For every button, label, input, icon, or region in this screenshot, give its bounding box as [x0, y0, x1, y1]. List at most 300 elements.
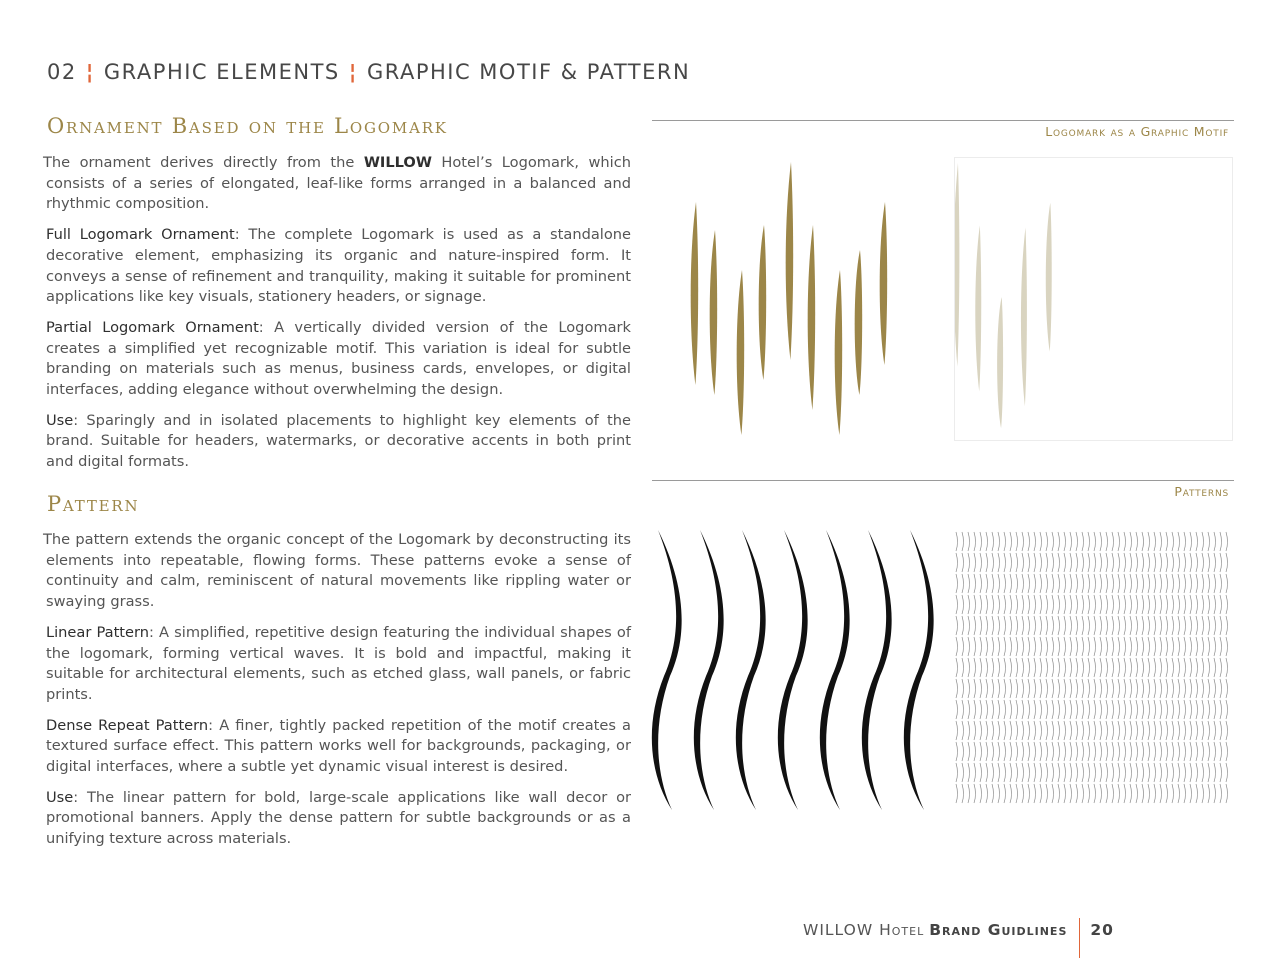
dense-stroke [1226, 658, 1228, 677]
dense-stroke [1178, 763, 1180, 782]
dense-stroke [1046, 784, 1048, 803]
dense-stroke [1130, 616, 1132, 635]
dense-stroke [1220, 616, 1222, 635]
dense-stroke [1034, 637, 1036, 656]
dense-stroke [1106, 763, 1108, 782]
dense-stroke [1148, 679, 1150, 698]
dense-stroke [1076, 784, 1078, 803]
dense-stroke [1004, 679, 1006, 698]
dense-stroke [1172, 616, 1174, 635]
dense-stroke [1040, 637, 1042, 656]
dense-stroke [1130, 637, 1132, 656]
dense-stroke [1046, 763, 1048, 782]
dense-stroke [980, 763, 982, 782]
dense-stroke [1220, 637, 1222, 656]
dense-stroke [1100, 574, 1102, 593]
dense-stroke [1208, 784, 1210, 803]
dense-stroke [1226, 595, 1228, 614]
dense-stroke [1136, 742, 1138, 761]
dense-stroke [1160, 637, 1162, 656]
dense-stroke [1040, 763, 1042, 782]
dense-stroke [962, 658, 964, 677]
dense-stroke [1076, 742, 1078, 761]
dense-stroke [986, 742, 988, 761]
footer-brand: WILLOW [803, 921, 874, 939]
dense-stroke [1004, 763, 1006, 782]
dense-stroke [1172, 784, 1174, 803]
dense-stroke [1172, 553, 1174, 572]
dense-stroke [1064, 763, 1066, 782]
dense-stroke [1202, 658, 1204, 677]
dense-stroke [1178, 742, 1180, 761]
dense-stroke [1136, 763, 1138, 782]
dense-stroke [1070, 532, 1072, 551]
dense-stroke [1106, 784, 1108, 803]
dense-stroke [998, 700, 1000, 719]
dense-stroke [1178, 637, 1180, 656]
dense-stroke [1190, 679, 1192, 698]
dense-stroke [1160, 532, 1162, 551]
dense-stroke [1208, 532, 1210, 551]
dense-stroke [1172, 595, 1174, 614]
dense-stroke [1166, 763, 1168, 782]
dense-stroke [974, 679, 976, 698]
dense-stroke [1196, 784, 1198, 803]
dense-stroke [1010, 616, 1012, 635]
dense-stroke [1202, 637, 1204, 656]
dense-stroke [1160, 553, 1162, 572]
dense-stroke [1160, 574, 1162, 593]
dense-stroke [1094, 532, 1096, 551]
dense-stroke [1076, 679, 1078, 698]
dense-stroke [1004, 532, 1006, 551]
pattern-use-paragraph [46, 788, 631, 850]
dense-stroke [1172, 679, 1174, 698]
dense-stroke [1202, 721, 1204, 740]
dense-stroke [1034, 700, 1036, 719]
dense-stroke [1124, 679, 1126, 698]
dense-stroke [1184, 658, 1186, 677]
dense-stroke [968, 700, 970, 719]
dense-stroke [1196, 637, 1198, 656]
dense-stroke [1028, 763, 1030, 782]
dense-stroke [1088, 679, 1090, 698]
dense-stroke [1178, 721, 1180, 740]
dense-stroke [1010, 742, 1012, 761]
dense-stroke [998, 658, 1000, 677]
dense-stroke [992, 700, 994, 719]
dense-stroke [1046, 574, 1048, 593]
dense-stroke [1016, 637, 1018, 656]
dense-stroke [1088, 721, 1090, 740]
dense-stroke [1154, 721, 1156, 740]
dense-stroke [1064, 784, 1066, 803]
dense-stroke [986, 784, 988, 803]
dense-stroke [1190, 616, 1192, 635]
dense-stroke [1064, 616, 1066, 635]
dense-stroke [1130, 658, 1132, 677]
dense-stroke [1214, 700, 1216, 719]
dense-stroke [1070, 742, 1072, 761]
dense-stroke [1082, 574, 1084, 593]
dense-stroke [1154, 637, 1156, 656]
dense-stroke [1100, 700, 1102, 719]
dense-stroke [1208, 637, 1210, 656]
dense-stroke [1124, 532, 1126, 551]
dense-stroke [1214, 553, 1216, 572]
dense-stroke [992, 574, 994, 593]
dense-stroke [1100, 658, 1102, 677]
dense-stroke [968, 574, 970, 593]
dense-stroke [962, 637, 964, 656]
dense-stroke [1052, 616, 1054, 635]
dense-stroke [1040, 553, 1042, 572]
dense-stroke [1034, 553, 1036, 572]
dense-stroke [1214, 595, 1216, 614]
dense-stroke [974, 595, 976, 614]
dense-stroke [1214, 721, 1216, 740]
dense-stroke [998, 574, 1000, 593]
dense-stroke [1142, 574, 1144, 593]
dense-stroke [956, 532, 958, 551]
dense-stroke [1226, 784, 1228, 803]
dense-stroke [1208, 595, 1210, 614]
dense-stroke [1004, 637, 1006, 656]
dense-stroke [1112, 700, 1114, 719]
dense-stroke [998, 595, 1000, 614]
dense-stroke [1226, 574, 1228, 593]
dense-stroke [962, 616, 964, 635]
dense-stroke [1136, 532, 1138, 551]
dense-stroke [1004, 721, 1006, 740]
leaf-shape [855, 250, 863, 395]
dense-stroke [1136, 553, 1138, 572]
dense-stroke [1082, 658, 1084, 677]
dense-stroke [1220, 784, 1222, 803]
term-label: Full Logomark Ornament [46, 226, 235, 244]
dense-stroke [1052, 532, 1054, 551]
dense-stroke [1112, 763, 1114, 782]
dense-stroke [986, 595, 988, 614]
dense-stroke [974, 700, 976, 719]
page-footer [803, 918, 1114, 942]
dense-stroke [1004, 553, 1006, 572]
dense-stroke [1148, 763, 1150, 782]
leaf-shape [759, 225, 767, 380]
dense-stroke [1214, 574, 1216, 593]
full-logomark-ornament [660, 150, 930, 445]
dense-stroke [1022, 616, 1024, 635]
dense-stroke [956, 574, 958, 593]
dense-stroke [1196, 742, 1198, 761]
dense-stroke [1142, 700, 1144, 719]
dense-stroke [1220, 658, 1222, 677]
dense-stroke [1112, 637, 1114, 656]
dense-stroke [1136, 679, 1138, 698]
dense-stroke [1190, 574, 1192, 593]
dense-stroke [1220, 763, 1222, 782]
dense-stroke [1178, 679, 1180, 698]
dense-stroke [1058, 700, 1060, 719]
patterns-caption: Patterns [1174, 484, 1229, 499]
dense-stroke [1112, 721, 1114, 740]
intro-text: The ornament derives directly from the [43, 154, 364, 171]
dense-repeat-pattern [954, 530, 1234, 810]
dense-stroke [962, 700, 964, 719]
dense-stroke [1064, 658, 1066, 677]
dense-stroke [1118, 784, 1120, 803]
dense-stroke [1022, 595, 1024, 614]
dense-stroke [1010, 679, 1012, 698]
dense-stroke [1166, 784, 1168, 803]
subchapter-title: GRAPHIC MOTIF & PATTERN [366, 60, 691, 84]
dense-stroke [1010, 574, 1012, 593]
dense-stroke [1016, 553, 1018, 572]
dense-stroke [968, 637, 970, 656]
dense-stroke [1202, 595, 1204, 614]
dense-stroke [1046, 637, 1048, 656]
wave-stroke [736, 530, 766, 810]
dense-stroke [1172, 574, 1174, 593]
dense-stroke [992, 721, 994, 740]
dense-stroke [1148, 637, 1150, 656]
dense-stroke [974, 553, 976, 572]
dense-stroke [1184, 784, 1186, 803]
dense-stroke [1226, 616, 1228, 635]
dense-stroke [992, 763, 994, 782]
dense-stroke [998, 637, 1000, 656]
linear-pattern [650, 526, 935, 816]
dense-stroke [968, 784, 970, 803]
dense-stroke [986, 763, 988, 782]
dense-stroke [980, 658, 982, 677]
dense-stroke [1064, 637, 1066, 656]
dense-stroke [1034, 721, 1036, 740]
leaf-shape [808, 225, 816, 410]
dense-stroke [1178, 658, 1180, 677]
dense-stroke [1070, 679, 1072, 698]
dense-stroke [1124, 784, 1126, 803]
dense-stroke [1118, 679, 1120, 698]
dense-stroke [1124, 616, 1126, 635]
partial-logomark-ornament [954, 157, 1233, 441]
term-description: : Sparingly and in isolated placements to highlight key elements of the brand. Suitable for headers, watermarks, or decorative accents in both print and digital formats. [46, 411, 631, 471]
dense-stroke [1022, 700, 1024, 719]
wave-stroke [652, 530, 682, 810]
dense-stroke [1100, 742, 1102, 761]
dense-stroke [1046, 700, 1048, 719]
dense-stroke [1142, 784, 1144, 803]
dense-stroke [1040, 532, 1042, 551]
dense-stroke [1100, 553, 1102, 572]
dense-stroke [1112, 784, 1114, 803]
dense-stroke [1112, 616, 1114, 635]
dense-stroke [1118, 595, 1120, 614]
dense-stroke [968, 616, 970, 635]
dense-stroke [1058, 574, 1060, 593]
dense-stroke [1220, 595, 1222, 614]
dense-stroke [974, 637, 976, 656]
dense-stroke [1058, 679, 1060, 698]
leaf-shape [786, 162, 794, 360]
dense-stroke [1148, 532, 1150, 551]
dense-stroke [1028, 742, 1030, 761]
dense-stroke [1028, 679, 1030, 698]
dense-stroke [1100, 532, 1102, 551]
dense-stroke [1136, 616, 1138, 635]
dense-stroke [1076, 532, 1078, 551]
dense-stroke [1010, 658, 1012, 677]
dense-stroke [1010, 595, 1012, 614]
footer-divider [1079, 918, 1080, 958]
dense-stroke [1112, 553, 1114, 572]
dense-stroke [1100, 679, 1102, 698]
dense-stroke [1226, 742, 1228, 761]
dense-stroke [1154, 763, 1156, 782]
dense-stroke [1118, 574, 1120, 593]
dense-stroke [1220, 679, 1222, 698]
motif-divider [652, 120, 1234, 121]
dense-stroke [998, 763, 1000, 782]
dense-stroke [1214, 616, 1216, 635]
dense-stroke [1202, 700, 1204, 719]
dense-stroke [1076, 721, 1078, 740]
dense-stroke [1016, 700, 1018, 719]
dense-stroke [1064, 595, 1066, 614]
header-separator: ¦ [348, 60, 358, 84]
dense-stroke [1148, 784, 1150, 803]
dense-stroke [1064, 553, 1066, 572]
dense-stroke [1106, 742, 1108, 761]
leaf-shape [1021, 228, 1027, 407]
dense-stroke [1088, 700, 1090, 719]
dense-stroke [1160, 679, 1162, 698]
dense-stroke [1196, 700, 1198, 719]
dense-stroke [1082, 595, 1084, 614]
dense-stroke [1208, 616, 1210, 635]
page-number: 20 [1090, 921, 1114, 939]
dense-stroke [1028, 658, 1030, 677]
dense-stroke [1190, 553, 1192, 572]
dense-stroke [956, 742, 958, 761]
pattern-intro: The pattern extends the organic concept of the Logomark by deconstructing its elements into repeatable, flowing forms. These patterns evoke a sense of continuity and calm, reminiscent of natural movements like rippling water or swaying grass. [43, 531, 631, 611]
dense-stroke [1190, 595, 1192, 614]
dense-stroke [974, 574, 976, 593]
dense-stroke [1190, 700, 1192, 719]
brand-name: WILLOW [363, 154, 432, 171]
dense-stroke [1142, 616, 1144, 635]
dense-stroke [1022, 763, 1024, 782]
dense-stroke [1148, 595, 1150, 614]
dense-stroke [1016, 532, 1018, 551]
dense-stroke [986, 700, 988, 719]
dense-stroke [974, 784, 976, 803]
dense-stroke [1052, 637, 1054, 656]
dense-stroke [1070, 616, 1072, 635]
dense-stroke [1022, 553, 1024, 572]
dense-stroke [1088, 532, 1090, 551]
dense-stroke [1046, 742, 1048, 761]
dense-stroke [956, 637, 958, 656]
dense-stroke [1004, 784, 1006, 803]
dense-stroke [1154, 532, 1156, 551]
dense-stroke [1052, 679, 1054, 698]
dense-stroke [1208, 679, 1210, 698]
dense-stroke [1142, 658, 1144, 677]
dense-stroke [1178, 700, 1180, 719]
dense-stroke [1010, 700, 1012, 719]
dense-stroke [1088, 637, 1090, 656]
dense-stroke [1178, 574, 1180, 593]
full-ornament-paragraph [46, 225, 631, 308]
dense-stroke [1124, 763, 1126, 782]
dense-stroke [1052, 721, 1054, 740]
dense-stroke [1070, 763, 1072, 782]
dense-stroke [1118, 532, 1120, 551]
dense-stroke [1154, 553, 1156, 572]
dense-stroke [1070, 700, 1072, 719]
dense-stroke [974, 658, 976, 677]
dense-stroke [1058, 553, 1060, 572]
dense-stroke [1040, 742, 1042, 761]
dense-stroke [1172, 532, 1174, 551]
dense-stroke [1076, 616, 1078, 635]
leaf-shape [954, 163, 959, 367]
dense-stroke [1160, 658, 1162, 677]
dense-stroke [992, 595, 994, 614]
leaf-shape [737, 270, 745, 435]
dense-stroke [1040, 574, 1042, 593]
dense-stroke [956, 784, 958, 803]
dense-stroke [1058, 721, 1060, 740]
leaf-shape [1046, 203, 1052, 352]
dense-stroke [1058, 532, 1060, 551]
dense-stroke [1088, 742, 1090, 761]
dense-stroke [1202, 616, 1204, 635]
dense-stroke [1100, 616, 1102, 635]
dense-stroke [1190, 532, 1192, 551]
dense-stroke [1076, 658, 1078, 677]
dense-stroke [1082, 616, 1084, 635]
pattern-text [43, 530, 631, 860]
dense-stroke [1028, 637, 1030, 656]
dense-stroke [1088, 574, 1090, 593]
dense-stroke [1040, 595, 1042, 614]
dense-stroke [1016, 595, 1018, 614]
dense-stroke [1202, 679, 1204, 698]
dense-stroke [1010, 637, 1012, 656]
dense-stroke [1208, 742, 1210, 761]
dense-stroke [1052, 700, 1054, 719]
dense-stroke [1148, 574, 1150, 593]
dense-stroke [986, 553, 988, 572]
dense-stroke [1088, 595, 1090, 614]
dense-stroke [986, 637, 988, 656]
dense-stroke [1190, 637, 1192, 656]
chapter-number: 02 [47, 60, 77, 84]
dense-stroke [1070, 553, 1072, 572]
dense-stroke [968, 721, 970, 740]
dense-stroke [1028, 721, 1030, 740]
dense-stroke [1016, 658, 1018, 677]
wave-stroke [820, 530, 850, 810]
dense-stroke [1142, 721, 1144, 740]
dense-stroke [1028, 532, 1030, 551]
dense-stroke [1226, 553, 1228, 572]
dense-stroke [1076, 574, 1078, 593]
dense-stroke [1184, 595, 1186, 614]
dense-stroke [1208, 700, 1210, 719]
